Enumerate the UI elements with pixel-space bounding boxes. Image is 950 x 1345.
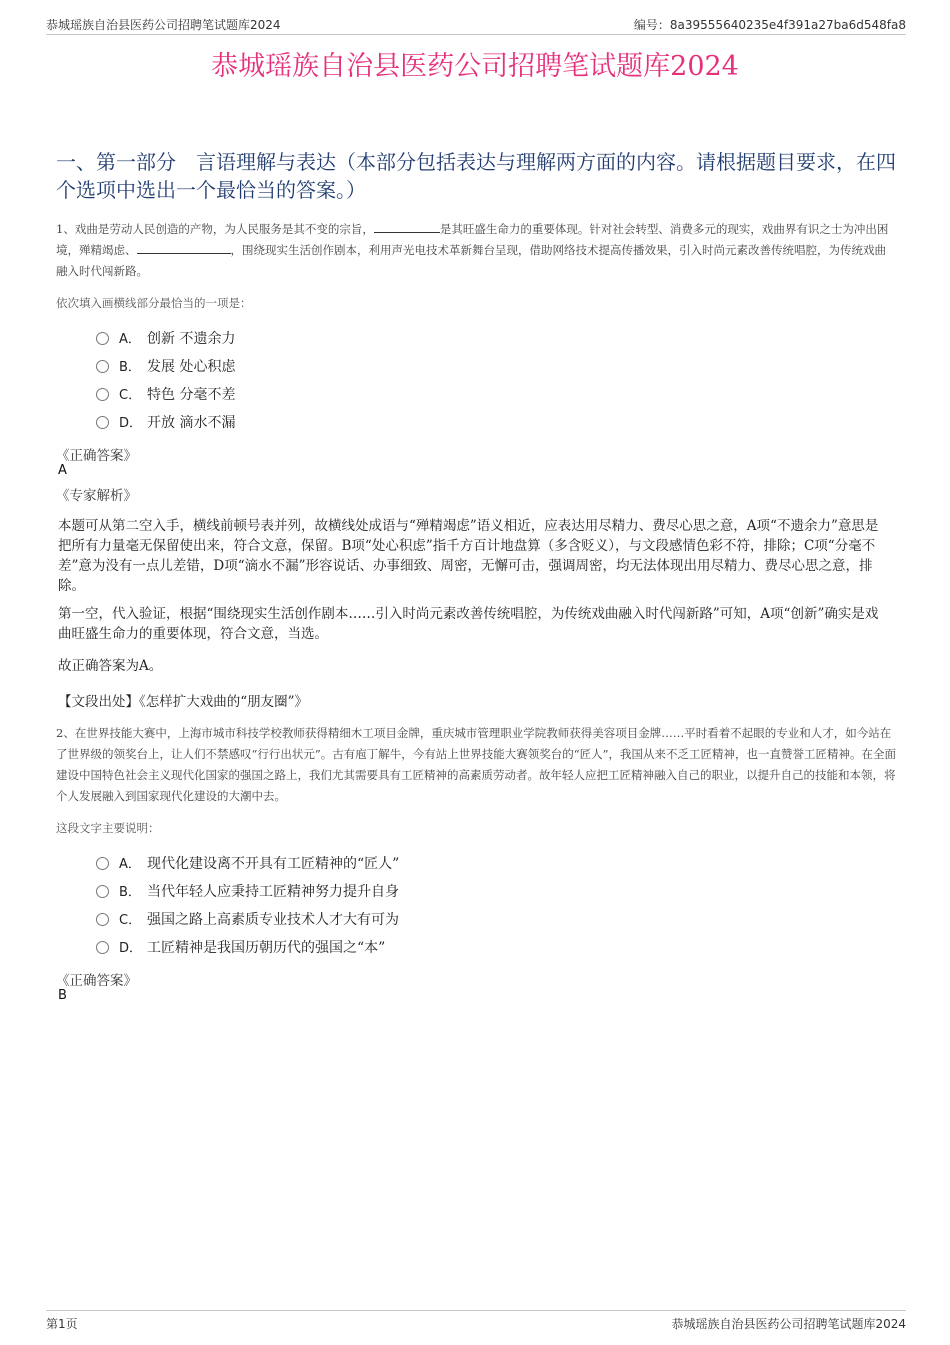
radio-icon[interactable] bbox=[96, 360, 109, 373]
question-2-prompt: 这段文字主要说明： bbox=[56, 821, 160, 835]
option-letter: D． bbox=[119, 416, 143, 431]
question-2-option-a[interactable] bbox=[96, 854, 399, 874]
page-header bbox=[46, 14, 906, 35]
page-title: 恭城瑶族自治县医药公司招聘笔试题库2024 bbox=[211, 51, 739, 82]
question-1-analysis-paragraph-3: 故正确答案为A。 bbox=[58, 658, 163, 674]
question-1-option-b[interactable] bbox=[96, 357, 235, 377]
option-text: 现代化建设离不开具有工匠精神的“匠人” bbox=[147, 856, 400, 872]
radio-icon[interactable] bbox=[96, 885, 109, 898]
blank-1 bbox=[374, 220, 440, 233]
radio-icon[interactable] bbox=[96, 332, 109, 345]
option-letter: C． bbox=[119, 913, 142, 928]
option-letter: A． bbox=[119, 857, 141, 872]
question-2-answer: B bbox=[58, 988, 67, 1003]
question-1-option-c[interactable] bbox=[96, 385, 235, 405]
radio-icon[interactable] bbox=[96, 416, 109, 429]
header-doc-id: 编号：8a39555640235e4f391a27ba6d548fa8 bbox=[633, 18, 906, 32]
question-1-analysis-paragraph-1: 本题可从第二空入手，横线前顿号表并列，故横线处成语与“殚精竭虑”语义相近，应表达用尽精力、费尽心思之意，A项“不遗余力”意思是把所有力量毫无保留使出来，符合文意，保留。B项“处心积虑”指千方百计地盘算（多含贬义），与文段感情色彩不符，排除；C项“分毫不差”意为没有一点儿差错，D项“滴水不漏”形容说话、办事细致、周密，无懈可击，强调周密，均无法体现出用尽精力、费尽心思之意，排除。 bbox=[58, 518, 879, 594]
radio-icon[interactable] bbox=[96, 388, 109, 401]
option-text: 当代年轻人应秉持工匠精神努力提升自身 bbox=[147, 884, 399, 900]
question-2-option-b[interactable] bbox=[96, 882, 399, 902]
question-1-prompt: 依次填入画横线部分最恰当的一项是： bbox=[56, 296, 252, 310]
radio-icon[interactable] bbox=[96, 857, 109, 870]
question-1-answer-label: 《正确答案》 bbox=[56, 448, 137, 464]
option-text: 开放 滴水不漏 bbox=[147, 415, 236, 431]
footer-doc-title: 恭城瑶族自治县医药公司招聘笔试题库2024 bbox=[671, 1317, 906, 1331]
option-text: 工匠精神是我国历朝历代的强国之“本” bbox=[147, 940, 386, 956]
option-text: 特色 分毫不差 bbox=[147, 387, 236, 403]
question-1-option-a[interactable] bbox=[96, 329, 235, 349]
question-1-analysis-paragraph-2: 第一空，代入验证，根据“围绕现实生活创作剧本……引入时尚元素改善传统唱腔，为传统戏曲融入时代闯新路”可知，A项“创新”确实是戏曲旺盛生命力的重要体现，符合文意，当选。 bbox=[58, 606, 879, 642]
option-text: 发展 处心积虑 bbox=[147, 359, 236, 375]
question-1-text-part-c: ，围绕现实生活创作剧本，利用声光电技术革新舞台呈现，借助网络技术提高传播效果，引入时尚元素改善传统唱腔，为传统戏曲融入时代闯新路。 bbox=[56, 243, 886, 278]
question-2-option-d[interactable] bbox=[96, 938, 385, 958]
question-1-analysis-label: 《专家解析》 bbox=[56, 488, 137, 504]
question-1-text-part-b: 是其旺盛生命力的重要体现。针对社会转型、消费多元的现实，戏曲界有识之士为冲出困境，殚精竭虑、 bbox=[56, 222, 889, 257]
radio-icon[interactable] bbox=[96, 941, 109, 954]
blank-2 bbox=[137, 241, 231, 254]
option-letter: D． bbox=[119, 941, 143, 956]
question-2-answer-label: 《正确答案》 bbox=[56, 973, 137, 989]
question-1-text bbox=[56, 219, 896, 282]
question-1-option-d[interactable] bbox=[96, 413, 235, 433]
option-letter: B． bbox=[119, 360, 141, 375]
question-2-text: 2、在世界技能大赛中，上海市城市科技学校教师获得精细木工项目金牌，重庆城市管理职业学院教师获得美容项目金牌……平时看着不起眼的专业和人才，如今站在了世界级的领奖台上，让人们不禁感叹“行行出状元”。古有庖丁解牛，今有站上世界技能大赛领奖台的“匠人”，我国从来不乏工匠精神，也一直赞誉工匠精神。在全面建设中国特色社会主义现代化国家的强国之路上，我们尤其需要具有工匠精神的高素质劳动者。故年轻人应把工匠精神融入自己的职业，以提升自己的技能和本领，将个人发展融入到国家现代化建设的大潮中去。 bbox=[56, 726, 897, 803]
question-1-text-part-a: 1、戏曲是劳动人民创造的产物，为人民服务是其不变的宗旨， bbox=[56, 222, 374, 236]
radio-icon[interactable] bbox=[96, 913, 109, 926]
question-1-source: 【文段出处】《怎样扩大戏曲的“朋友圈”》 bbox=[58, 694, 309, 710]
option-letter: C． bbox=[119, 388, 142, 403]
option-text: 创新 不遗余力 bbox=[147, 331, 236, 347]
section-title: 一、第一部分 言语理解与表达（本部分包括表达与理解两方面的内容。请根据题目要求，在四个选项中选出一个最恰当的答案。） bbox=[56, 150, 896, 202]
question-1-answer: A bbox=[58, 463, 67, 478]
option-text: 强国之路上高素质专业技术人才大有可为 bbox=[147, 912, 399, 928]
option-letter: A． bbox=[119, 332, 141, 347]
question-2-option-c[interactable] bbox=[96, 910, 399, 930]
option-letter: B． bbox=[119, 885, 141, 900]
page-number: 第1页 bbox=[46, 1317, 78, 1331]
header-doc-title: 恭城瑶族自治县医药公司招聘笔试题库2024 bbox=[46, 18, 281, 32]
page-footer bbox=[46, 1310, 906, 1333]
